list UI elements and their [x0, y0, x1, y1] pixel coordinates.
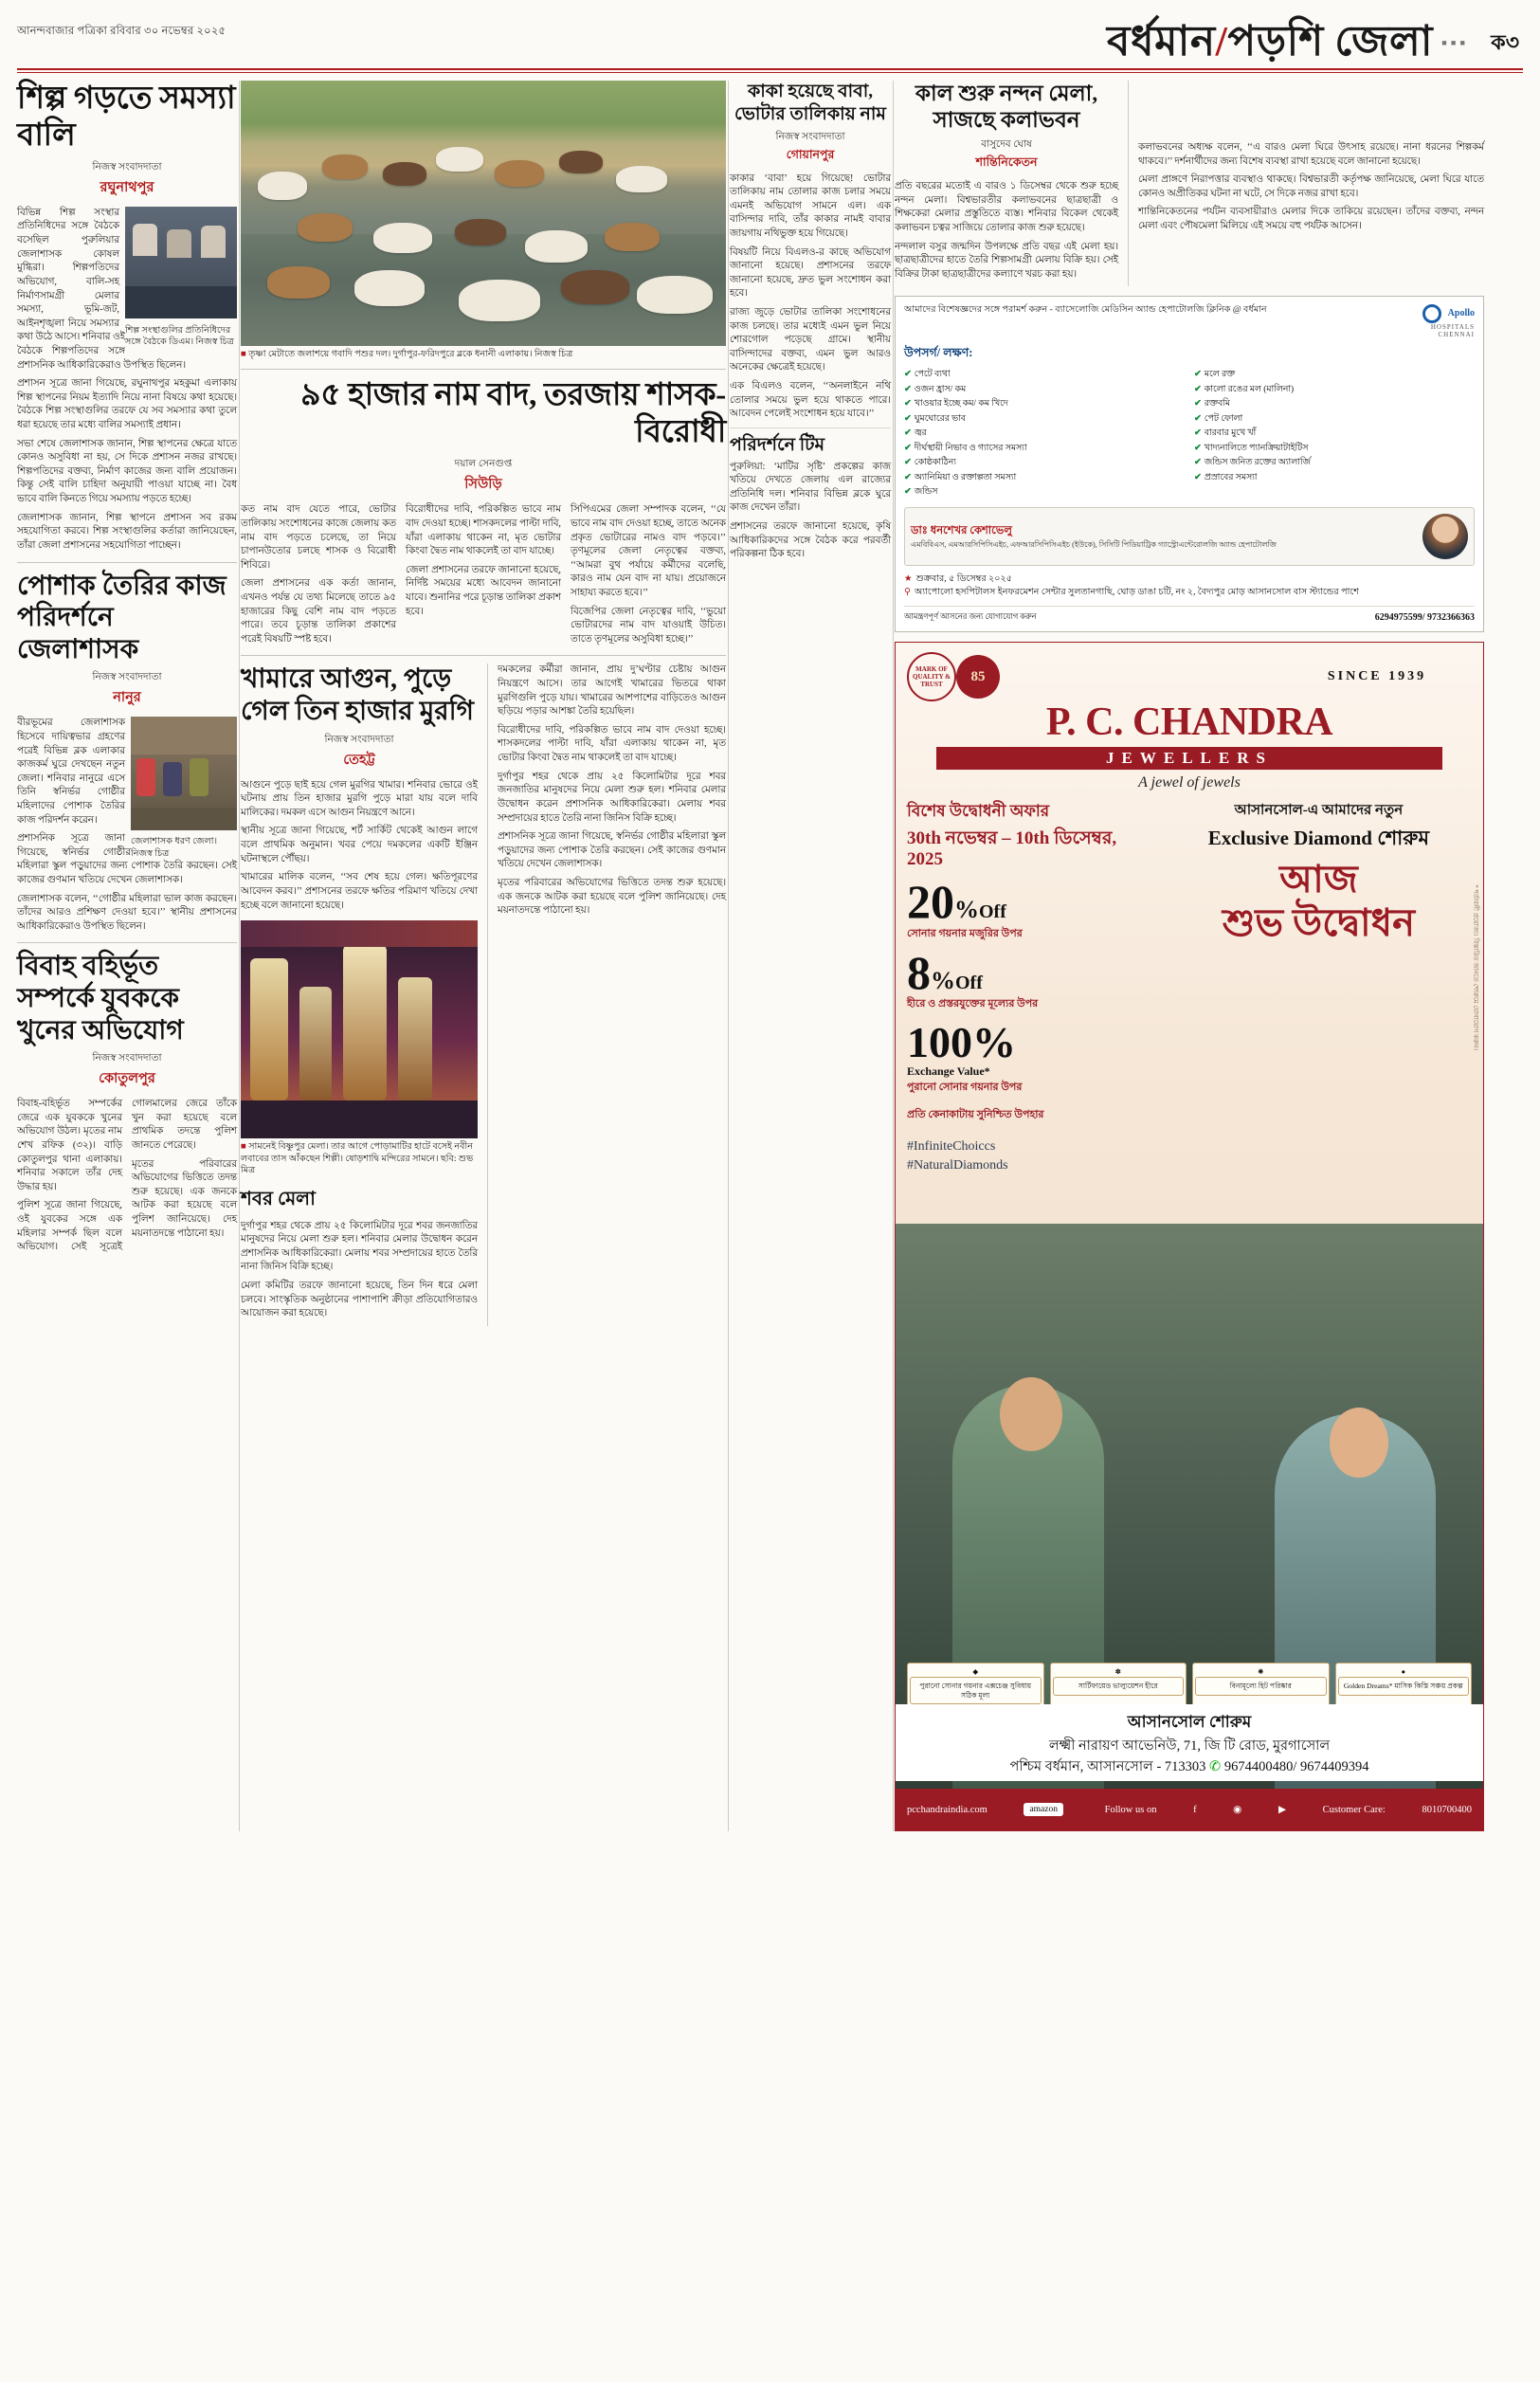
caption-meeting: শিল্প সংস্থাগুলির প্রতিনিধিদের সঙ্গে বৈঠকে ডিএম। নিজস্ব চিত্র: [125, 324, 234, 348]
column-divider: [893, 81, 894, 1831]
list-item: ✔ খাদ্যনালিতে প্যানক্রিয়াটাইটিস: [1194, 443, 1309, 453]
paragraph: খামারের মালিক বলেন, ‘‘সব শেষ হয়ে গেল। ক্ষতিপূরণের আবেদন করব।’’ প্রশাসনের তরফে ক্ষতির পরিমাণ খতিয়ে দেখা হচ্ছে বলে জানানো হয়েছে।: [241, 872, 478, 911]
column-divider: [728, 81, 729, 1831]
pcc-feature-strip: [896, 1663, 1483, 1710]
pcc-opening-2: শুভ উদ্বোধন: [1222, 901, 1415, 945]
apollo-footer: [904, 606, 1475, 624]
facebook-icon[interactable]: f: [1193, 1804, 1197, 1815]
column-divider: [239, 81, 240, 1831]
paragraph: বিভিন্ন শিল্প সংস্থার প্রতিনিধিদের সঙ্গে বৈঠকে বসেছিল পুরুলিয়ার জেলাশাসক কোষল মুগ্ধিরা। শিল্পপতিদের অভিযোগ, বালি-সহ নির্মাণসামগ্রী মেলার সমস্যা, ভূমি-জট, আইনশৃঙ্খলা নিয়ে সমস্যার কথা উঠে আসে। শনিবার ওই বৈঠকে শিল্পপতিদের সঙ্গে প্রশাসনিক আধিকারিকেরাও উপস্থিত ছিলেন।: [17, 207, 187, 371]
pcc-exchange-title: Exchange Value*: [907, 1064, 990, 1079]
apollo-brand: Apollo: [1447, 308, 1475, 319]
check-icon: ✔: [1194, 384, 1202, 394]
check-icon: ✔: [904, 399, 912, 409]
paragraph: জেলাশাসক জানান, শিল্প স্থাপনে প্রশাসন সব রকম সহযোগিতা করবে। শিল্প সংস্থাগুলির কর্তারা জানিয়েছেন, তাঁরা জেলা প্রশাসনের সহযোগিতা পাচ্ছেন।: [17, 512, 237, 551]
pcc-brand-jewellers: JEWELLERS: [936, 747, 1441, 770]
pcc-store-phone[interactable]: 9674400480/ 9674409394: [1223, 1758, 1369, 1774]
paragraph: বীরভূমের জেলাশাসক হিসেবে দায়িত্বভার গ্রহণের পরেই বিভিন্ন ব্লক এলাকার কাজকর্ম ঘুরে দেখছেন নতুন জেলা। শনিবার নানুরে এসে তিনি স্বনির্ভর গোষ্ঠীর মহিলাদের পোশাক তৈরির কাজ পরিদর্শন করেন।: [17, 718, 125, 826]
dateline-naam: সিউড়ি: [464, 477, 502, 493]
check-icon: ✔: [904, 370, 912, 380]
khamar-article: [241, 664, 478, 1325]
apollo-date: শুক্রবার, ৫ ডিসেম্বর ২০২৫: [915, 573, 1012, 584]
photo-market: [131, 717, 237, 830]
nandan-block: [895, 81, 1484, 286]
apollo-venue: অ্যাপোলো হসপিটালস ইনফরমেশন সেন্টার সুলতানগাছি, ঘোড় ডাঙা চটি, নং ২, বৈদ্যপুর মোড় আসানসোল বাস স্ট্যান্ডের পাশে: [915, 586, 1359, 597]
instagram-icon[interactable]: ◉: [1233, 1805, 1242, 1816]
list-item: ✔ ওজন হ্রাস/ কম: [904, 384, 967, 394]
feature-item: ◆ পুরানো সোনার গয়নার এক্সচেঞ্জ সুবিধায় সঠিক মূল্য: [907, 1663, 1044, 1710]
column-1: [17, 81, 237, 1831]
check-icon: ✔: [1194, 370, 1202, 380]
pcc-body: [896, 799, 1483, 1175]
paragraph: বিরোধীদের দাবি, পরিকল্পিত ভাবে নাম বাদ দেওয়া হচ্ছে। শাসকদলের পাল্টা দাবি, যাঁরা এলাকায় থাকেন না, মৃত ভোটার কিংবা দ্বৈত নাম থাকলেই তা বাদ যাচ্ছে।: [406, 504, 561, 557]
headline-silpo: শিল্প গড়তে সমস্যা বালি: [17, 82, 236, 153]
check-icon: ✔: [904, 428, 912, 439]
feature-item: ✽ সার্টিফায়েড ভাল্যুয়েশন হীরে: [1050, 1663, 1187, 1710]
headline-naam: ৯৫ হাজার নাম বাদ, তরজায় শাসক-বিরোধী: [300, 378, 726, 450]
youtube-icon[interactable]: ▶: [1277, 1805, 1287, 1816]
pcc-marketplace[interactable]: amazon: [1024, 1803, 1063, 1816]
doctor-qualifications: এমবিবিএস, এমআরসিপিসিএইচ, এফআরসিপিসিএইচ (ইউকে), সিসিটি পিডিয়াট্রিক গ্যাস্ট্রোএন্টেরোলজি অ্যান্ড হেপাটোলজি: [911, 539, 1277, 549]
quality-seal-icon: MARK OF QUALITY & TRUST: [907, 652, 956, 701]
pcc-offers: [896, 799, 1154, 1175]
body-naam: [241, 503, 726, 646]
body-khamar-continued: [498, 664, 726, 1325]
pc-chandra-advertisement[interactable]: [895, 642, 1484, 1831]
list-item: ✔ কালো রঙের মল (মালিনা): [1194, 384, 1295, 394]
check-icon: ✔: [904, 384, 912, 394]
pcc-discount-8-sub: হীরে ও প্রস্তরযুক্তের মূল্যের উপর: [907, 998, 1039, 1010]
list-item: ✔ কোষ্ঠকাঠিন্য: [904, 458, 956, 468]
paragraph: এক বিএলও বলেন, ‘‘অনলাইনে নথি তোলার সময়ে ভুল হয়ে থাকতে পারে। আবেদন পেলেই সংশোধন হয়ে যাবে।’’: [730, 381, 891, 420]
list-item: ✔ মলে রক্ত: [1194, 370, 1236, 380]
column-4: [730, 81, 891, 1831]
paragraph: দমকলের কর্মীরা জানান, প্রায় দু’ঘণ্টার চেষ্টায় আগুন নিয়ন্ত্রণে আসে। তার আগেই খামারের ভিতরে থাকা মুরগিগুলি পুড়ে যায়। খামারের আশপাশের বাড়িতেও আগুন ছড়িয়ে পড়ার আশঙ্কা তৈরি হয়েছিল।: [498, 664, 726, 718]
savings-icon: ●: [1401, 1666, 1406, 1676]
divider: [17, 562, 237, 563]
pcc-website[interactable]: pcchandraindia.com: [907, 1804, 987, 1815]
list-item: ✔ বারবার মুখে খাঁ: [1194, 428, 1257, 439]
pcc-store-address-2: পশ্চিম বর্ধমান, আসানসোল - 713303 ✆ 9674400480/ 9674409394: [1009, 1758, 1369, 1774]
list-item: ✔ দীর্ঘস্থায়ী নিভাব ও গ্যাসের সমস্যা: [904, 443, 1027, 453]
paragraph: বিরোধীদের দাবি, পরিকল্পিত ভাবে নাম বাদ দেওয়া হচ্ছে। শাসকদলের পাল্টা দাবি, যাঁরা এলাকায় থাকেন না, মৃত ভোটার কিংবা দ্বৈত নাম থাকলেই তা বাদ যাচ্ছে।: [498, 724, 726, 764]
dateline-bibaho: কোতুলপুর: [99, 1071, 155, 1087]
pcc-store-title: আসানসোল শোরুম: [1127, 1712, 1252, 1731]
pcc-discount-8: 8%Off: [907, 945, 983, 999]
headline-poshak: পোশাক তৈরির কাজ পরিদর্শনে জেলাশাসক: [17, 571, 226, 664]
pcc-store-address-1: লক্ষ্মী নারায়ণ আভেনিউ, 71, জি টি রোড, মুরগাসোল: [1048, 1737, 1331, 1754]
paragraph: প্রশাসনিক সূত্রে জানা গিয়েছে, স্বনির্ভর গোষ্ঠীর মহিলারা স্কুল পড়ুয়াদের জন্য পোশাক তৈরি করছেন। সেই কাজের গুণমান খতিয়ে দেখেন জেলাশাসক।: [17, 833, 237, 885]
apollo-doctor-card: [904, 507, 1475, 566]
body-nandan-continued: [1138, 81, 1484, 286]
byline-nandan: বাসুদেব ঘোষ: [981, 139, 1032, 151]
page-number: ক৩: [1491, 30, 1519, 54]
check-icon: ✔: [904, 413, 912, 424]
apollo-symptoms-title: উপসর্গ/ লক্ষণ:: [904, 346, 973, 360]
anniversary-badge: 85: [956, 655, 1000, 699]
paragraph: কলাভবনের অধ্যক্ষ বলেন, ‘‘এ বারও মেলা ঘিরে উৎসাহ রয়েছে। নানা ধরনের শিল্পকর্ম থাকবে।’’ দর্শনার্থীদের জন্য বিশেষ ব্যবস্থা রাখা হয়েছে বলে জানানো হয়েছে।: [1138, 142, 1484, 167]
divider: [241, 369, 726, 370]
headline-sabar: শবর মেলা: [241, 1188, 316, 1209]
paragraph: জেলাশাসক বলেন, ‘‘গোষ্ঠীর মহিলারা ভাল কাজ করছেন। তাঁদের আরও প্রশিক্ষণ দেওয়া হবে।’’ স্থানীয় প্রশাসনের আধিকারিকেরাও উপস্থিত ছিলেন।: [17, 893, 237, 932]
dateline-poshak: নানুর: [113, 690, 141, 706]
apollo-intro-text: আমাদের বিশেষজ্ঞদের সঙ্গে পরামর্শ করুন - ব্যাসেলোজি মেডিসিন অ্যান্ড হেপাটোলজি ক্লিনিক @ বর্ধমান: [904, 304, 1267, 316]
pcc-follow-label: Follow us on: [1104, 1804, 1157, 1815]
paragraph: মেলা প্রাঙ্গণে নিরাপত্তার ব্যবস্থাও থাকছে। বিশ্বভারতী কর্তৃপক্ষ জানিয়েছে, মেলা ঘিরে যাতে কোনও অপ্রীতিকর ঘটনা না ঘটে, সে দিকে নজর রাখা হবে।: [1138, 174, 1484, 199]
list-item: ✔ খাওয়ার ইচ্ছে কম/ কম খিদে: [904, 399, 1008, 409]
pcc-hashtags: [907, 1137, 1147, 1176]
body-khamar: [241, 779, 478, 913]
location-pin-icon: ⚲: [904, 586, 912, 597]
check-icon: ✔: [1194, 428, 1202, 439]
pcc-tagline: A jewel of jewels: [1138, 774, 1241, 791]
photo-cows: [241, 81, 726, 346]
check-icon: ✔: [904, 443, 912, 453]
pcc-brand-name: P. C. CHANDRA: [1045, 700, 1333, 745]
byline-bibaho: নিজস্ব সংবাদদাতা: [92, 1053, 162, 1064]
pcc-opening-1: আজ: [1279, 858, 1358, 901]
caption-text: সামনেই বিষ্ণুপুর মেলা। তার আগে পোড়ামাটির হাটে বসেই নবীন লবাবের তাস আঁকছেন শিল্পী। ষোড়শাদ্বি মন্দিরের সামনে। ছবি: শুভ মিত্র: [241, 1141, 474, 1176]
list-item: ✔ জন্ডিস: [904, 487, 938, 498]
pcc-care-label: Customer Care:: [1322, 1804, 1386, 1815]
paragraph: সিপিএমের জেলা সম্পাদক বলেন, ‘‘যে ভাবে নাম বাদ দেওয়া হচ্ছে, তাতে অনেক প্রকৃত ভোটারের নামও বাদ পড়বে।’’ তৃণমূলের জেলা নেতৃত্বের বক্তব্য, ‘‘আমরা বুথ পর্যায়ে কর্মীদের বলেছি, কারও নাম যেন বাদ না যায়। প্রয়োজনে সাহায্য করতে হবে।’’: [571, 504, 726, 598]
photo-fair: [241, 920, 478, 1138]
body-bibaho: [17, 1098, 237, 1255]
body-sabar: [241, 1220, 478, 1321]
paragraph: কত নাম বাদ যেতে পারে, ভোটার তালিকায় সংশোধনের কাজে জেলায় কত নাম বাদ পড়তে চলেছে, তা নিয়ে চাপানউতোর চলছে শাসক ও বিরোধী শিবিরে।: [241, 504, 396, 571]
pcc-care-number[interactable]: 8010700400: [1422, 1804, 1472, 1815]
body-kaka: [730, 173, 891, 422]
divider: [730, 427, 891, 428]
pcc-since: SINCE 1939: [1327, 669, 1427, 684]
paragraph: দুর্গাপুর শহর থেকে প্রায় ২৫ কিলোমিটার দূরে শবর জনজাতির মানুষদের নিয়ে মেলা শুরু হল। শনিবার মেলার উদ্বোধন করেন প্রশাসনিক আধিকারিকেরা। মেলায় শবর সম্প্রদায়ের হাতে তৈরি নানা জিনিস বিক্রি হচ্ছে।: [498, 771, 726, 824]
paragraph: বিজেপির জেলা নেতৃত্বের দাবি, ‘‘ভুয়ো ভোটারদের নাম বাদ যাওয়াই উচিত। তাতে তৃণমূলের অসুবিধা হচ্ছে।’’: [571, 606, 726, 645]
paragraph: নন্দলাল বসুর জন্মদিন উপলক্ষে প্রতি বছর এই মেলা হয়। ছাত্রছাত্রীদের হাতে তৈরি শিল্পসামগ্রী মেলায় বিক্রি হয়। সেই বিক্রির টাকা ছাত্রছাত্রীদের কল্যাণে খরচ করা হয়।: [895, 241, 1118, 280]
paragraph: বিবাহ-বহির্ভূত সম্পর্কের জেরে এক যুবককে খুনের অভিযোগ উঠল। মৃতের নাম শেখ রফিক (৩২)। বাড়ি কোতুলপুর থানা এলাকায়। শনিবার সকালে তাঁর দেহ উদ্ধার হয়।: [17, 1099, 122, 1192]
doctor-avatar: [1422, 514, 1468, 559]
masthead-separator: /: [1215, 18, 1228, 64]
page-title: [1107, 9, 1433, 79]
lower-left-block: [241, 664, 726, 1325]
paragraph: কাকার ‘বাবা’ হয়ে গিয়েছে! ভোটার তালিকায় নাম তোলার কাজ চলার সময়ে এমনই অভিযোগ সামনে এল। এক বাসিন্দার দাবি, তাঁর কাকার নামই বাবার জায়গায় নথিভুক্ত হয়ে গিয়েছে।: [730, 173, 891, 239]
divider: [17, 942, 237, 943]
paragraph: প্রশাসনের তরফে জানানো হয়েছে, কৃষি আধিকারিকদের সঙ্গে বৈঠক করে পরবর্তী পরিকল্পনা ঠিক হবে।: [730, 521, 891, 560]
paragraph: প্রশাসনিক সূত্রে জানা গিয়েছে, স্বনির্ভর গোষ্ঠীর মহিলারা স্কুল পড়ুয়াদের জন্য পোশাক তৈরি করছেন। সেই কাজের গুণমান খতিয়ে দেখেন জেলাশাসক।: [498, 831, 726, 870]
apollo-mark-icon: [1422, 304, 1441, 323]
caption-fair: [241, 1141, 478, 1176]
check-icon: ✔: [904, 458, 912, 468]
list-item: ✔ প্রস্রাবের সমস্যা: [1194, 472, 1258, 482]
check-icon: ✔: [1194, 399, 1202, 409]
headline-nandan: কাল শুরু নন্দন মেলা, সাজছে কলাভবন: [915, 82, 1098, 133]
column-divider: [487, 664, 488, 1325]
apollo-schedule: [904, 573, 1475, 600]
list-item: ✔ পেটে ব্যথা: [904, 370, 951, 380]
paragraph: প্রশাসন সূত্রে জানা গিয়েছে, রঘুনাথপুর মহকুমা এলাকায় শিল্প স্থাপনের নিয়ম ইত্যাদি নিয়ে নানা বিষয়ে কথা হয়েছে। বৈঠকে শিল্প সংস্থাগুলির তরফে যে সব সমস্যার কথা তুলে ধরা হয়েছে তার মধ্যে বালির সমস্যাই প্রধান।: [17, 378, 237, 431]
paragraph: প্রতি বছরের মতোই এ বারও ১ ডিসেম্বর থেকে শুরু হচ্ছে নন্দন মেলা। বিশ্বভারতীর কলাভবনের ছাত্রছাত্রী ও শিক্ষকেরা মেলার প্রস্তুতিতে ব্যস্ত। শনিবার বিকেল থেকেই কলাভবন চত্বর সাজিয়ে তোলার কাজ শুরু হয়েছে।: [895, 181, 1118, 233]
photo-meeting: [125, 207, 237, 318]
paragraph: মেলা কমিটির তরফে জানানো হয়েছে, তিন দিন ধরে মেলা চলবে। সাংস্কৃতিক অনুষ্ঠানের পাশাপাশি ক্রীড়া প্রতিযোগিতারও আয়োজন করা হয়েছে।: [241, 1280, 478, 1319]
caption-market: জেলাশাসক ধরণ জেলা। নিজস্ব চিত্র: [131, 836, 218, 859]
masthead-title-left: বর্ধমান: [1106, 18, 1216, 64]
paragraph: দুর্গাপুর শহর থেকে প্রায় ২৫ কিলোমিটার দূরে শবর জনজাতির মানুষদের নিয়ে মেলা শুরু হল। শনিবার মেলার উদ্বোধন করেন প্রশাসনিক আধিকারিকেরা। মেলায় শবর সম্প্রদায়ের হাতে তৈরি নানা জিনিস বিক্রি হচ্ছে।: [241, 1220, 478, 1273]
caption-text: তৃষ্ণা মেটাতে জলাশয়ে গবাদি পশুর দল। দুর্গাপুর-ফরিদপুরে ব্লকে ধনানী এলাকায়। নিজস্ব চিত্র: [248, 349, 573, 359]
pcc-new-store-line2: Exclusive Diamond শোরুম: [1207, 827, 1430, 850]
byline-naam: দয়াল সেনগুপ্ত: [454, 459, 513, 470]
body-nandan: [895, 180, 1118, 282]
pcc-top-row: [896, 643, 1483, 701]
pcc-store-details: [896, 1704, 1483, 1782]
list-item: ✔ পেট ফোলা: [1194, 413, 1243, 424]
body-parishad: [730, 461, 891, 562]
masthead: [17, 13, 1523, 66]
apollo-symptom-list: [904, 369, 1475, 499]
headline-bibaho: বিবাহ বহির্ভূত সম্পর্কে যুবককে খুনের অভিযোগ: [17, 952, 184, 1046]
paragraph: জেলা প্রশাসনের তরফে জানানো হয়েছে, নির্দিষ্ট সময়ের মধ্যে আবেদন জানানো যাবে। শুনানির পরে চূড়ান্ত তালিকা প্রকাশ হবে।: [406, 564, 561, 617]
pcc-discount-20: 20%Off: [907, 875, 1006, 929]
pcc-discount-20-sub: সোনার গয়নার মজুরির উপর: [907, 927, 1023, 939]
column-5-6: [895, 81, 1484, 1831]
column-2-3: [241, 81, 726, 1831]
check-icon: ✔: [904, 472, 912, 482]
pcc-exchange-sub: পুরানো সোনার গয়নার উপর: [907, 1082, 1023, 1094]
paragraph: স্থানীয় সূত্রে জানা গিয়েছে, শর্ট সার্কিট থেকেই আগুন লাগে বলে প্রাথমিক অনুমান। খবর পেয়ে দমকলের একটি ইঞ্জিন ঘটনাস্থলে পৌঁছয়।: [241, 826, 478, 864]
pcc-offer-title: বিশেষ উদ্বোধনী অফার: [907, 802, 1050, 821]
hashtag-1: #InfiniteChoiccs: [907, 1139, 996, 1155]
caption-cows: [241, 349, 726, 360]
paragraph: পুলিশ সূত্রে জানা গিয়েছে, ওই যুবকের সঙ্গে এক মহিলার সম্পর্ক ছিল বলে অভিযোগ। সেই সূত্রেই গোলমালের জেরে তাঁকে খুন করা হয়েছে বলে প্রাথমিক তদন্তে পুলিশ জানতে পেরেছে।: [17, 1099, 237, 1253]
apollo-brand-city: CHENNAI: [1438, 331, 1475, 339]
pcc-gift-line: প্রতি কেনাকাটায় সুনিশ্চিত উপহার: [907, 1109, 1044, 1121]
byline-kaka: নিজস্ব সংবাদদাতা: [775, 131, 845, 142]
feature-item: ✺ বিনামূল্যে হিট পরিষ্কার: [1192, 1663, 1330, 1710]
certificate-icon: ✽: [1114, 1666, 1121, 1676]
dateline-kaka: গোয়ানপুর: [786, 147, 835, 161]
pcc-launch-panel: [1154, 799, 1483, 1175]
masthead-edition-line: আনন্দবাজার পত্রিকা রবিবার ৩০ নভেম্বর ২০২৫: [17, 26, 226, 37]
byline-khamar: নিজস্ব সংবাদদাতা: [324, 734, 394, 745]
paragraph: মৃতের পরিবারের অভিযোগের ভিত্তিতে তদন্ত শুরু হয়েছে। এক জনকে আটক করা হয়েছে বলে পুলিশ জানিয়েছে। দেহ ময়নাতদন্তে পাঠানো হয়।: [132, 1158, 237, 1239]
byline-silpo: নিজস্ব সংবাদদাতা: [92, 161, 162, 173]
pcc-terms-note: * শর্তাবলী প্রযোজ্য। বিস্তারিত জানতে শোরুমে যোগাযোগ করুন।: [1472, 884, 1479, 1051]
check-icon: ✔: [904, 487, 912, 498]
list-item: ✔ রক্তবমি: [1194, 399, 1230, 409]
check-icon: ✔: [1194, 443, 1202, 453]
dateline-khamar: তেহট্ট: [343, 752, 375, 768]
apollo-phone[interactable]: 6294975599/ 9732366363: [1374, 611, 1475, 623]
list-item: ✔ ঘুমঘোরের ভাব: [904, 413, 966, 424]
paragraph: শান্তিনিকেতনের পর্যটন ব্যবসায়ীরাও মেলার দিকে তাকিয়ে রয়েছেন। তাঁদের বক্তব্য, নন্দন মেলা এবং পৌষমেলা মিলিয়ে এই সময়ে বহু পর্যটক আসেন।: [1138, 207, 1484, 232]
pcc-new-store-line1: আসানসোল-এ আমাদের নতুন: [1234, 803, 1404, 819]
headline-parishad: পরিদর্শনে টিম: [730, 434, 825, 455]
list-item: ✔ জ্বর: [904, 428, 927, 439]
cleaning-icon: ✺: [1258, 1666, 1264, 1676]
calendar-icon: ★: [904, 573, 913, 584]
masthead-title-right: পড়শি জেলা: [1227, 18, 1433, 64]
feature-item: ● Golden Dreams* মাসিক কিস্তি সঞ্চয় প্রকল্প: [1335, 1663, 1473, 1710]
divider: [241, 655, 726, 656]
apollo-footer-note: আমন্ত্রণপূর্ণ আসনের জন্য যোগাযোগ করুন: [904, 612, 1037, 622]
headline-khamar: খামারে আগুন, পুড়ে গেল তিন হাজার মুরগি: [241, 664, 475, 727]
paragraph: জেলা প্রশাসনের এক কর্তা জানান, এখনও পর্যন্ত যে তথ্য মিলেছে তাতে ৯৫ হাজারের কিছু বেশি নাম বাদ পড়তে পারে। তবে চূড়ান্ত তালিকা প্রকাশের পরেই বিষয়টি স্পষ্ট হবে।: [241, 578, 396, 645]
paragraph: পুরুলিয়া: ‘মাটির সৃষ্টি’ প্রকল্পের কাজ খতিয়ে দেখতে জেলায় এল রাজ্যের প্রতিনিধি দল। শনিবার বিভিন্ন ব্লকে ঘুরে কাজ দেখেন তাঁরা।: [730, 461, 891, 514]
pcc-offer-dates: 30th নভেম্বর – 10th ডিসেম্বর, 2025: [907, 828, 1117, 870]
column-divider: [1128, 81, 1129, 286]
paragraph: সভা শেষে জেলাশাসক জানান, শিল্প স্থাপনের ক্ষেত্রে যাতে কোনও অসুবিধা না হয়, সে দিকে প্রশাসন নজর রাখছে। শিল্পপতিদের বক্তব্য, নির্মাণ কাজের জন্য বালি প্রয়োজন। কিন্তু সেই বালি চাহিদা অনুযায়ী পাওয়া যাচ্ছে না। বৈধ ভাবে বালি কিনতে গিয়ে সমস্যায় পড়তে হচ্ছে।: [17, 438, 237, 505]
page-grid: [17, 81, 1523, 1831]
dateline-nandan: শান্তিনিকেতন: [975, 155, 1038, 170]
paragraph: আগুনে পুড়ে ছাই হয়ে গেল মুরগির খামার। শনিবার ভোরে ওই ঘটনায় প্রায় তিন হাজার মুরগি পুড়ে মারা যায় বলে দাবি মালিকের। দমকল এসে আগুন নিয়ন্ত্রণে আনে।: [241, 779, 478, 818]
phone-icon: ✆: [1209, 1758, 1222, 1774]
check-icon: ✔: [1194, 413, 1202, 424]
hashtag-2: #NaturalDiamonds: [907, 1158, 1008, 1173]
pcc-footer-bar: [896, 1789, 1483, 1830]
apollo-brand-sub: HOSPITALS: [1430, 323, 1475, 332]
byline-poshak: নিজস্ব সংবাদদাতা: [92, 672, 162, 683]
check-icon: ✔: [1194, 472, 1202, 482]
masthead-dots: ■ ■ ■: [1441, 38, 1466, 47]
nandan-article: [895, 81, 1118, 286]
check-icon: ✔: [1194, 458, 1202, 468]
pcc-exchange-value: 100%: [907, 1018, 1016, 1067]
doctor-name: ডাঃ ধনশেখর কেশাভেলু: [911, 524, 1012, 536]
apollo-logo: [1384, 304, 1475, 338]
headline-kaka: কাকা হয়েছে বাবা, ভোটার তালিকায় নাম: [734, 82, 886, 124]
paragraph: বিষয়টি নিয়ে বিএলও-র কাছে অভিযোগ জানানো হয়েছে। প্রশাসনের তরফে জানানো হয়েছে, দ্রুত ভুল সংশোধন করা হবে।: [730, 246, 891, 300]
paragraph: রাজ্য জুড়ে ভোটার তালিকা সংশোধনের কাজ চলছে। তার মধ্যেই এমন ভুল নিয়ে শোরগোল পড়েছে গ্রামে। স্থানীয় বাসিন্দাদের বক্তব্য, এমন ভুল আরও অনেকের ক্ষেত্রেই হয়েছে।: [730, 306, 891, 373]
apollo-advertisement[interactable]: [895, 296, 1484, 632]
list-item: ✔ জন্ডিস জনিত রক্তের অ্যালার্জি: [1194, 458, 1311, 468]
dateline-silpo: রঘুনাথপুর: [100, 179, 154, 195]
list-item: ✔ অ্যানিমিয়া ও রক্তাল্পতা সমস্যা: [904, 472, 1017, 482]
paragraph: মৃতের পরিবারের অভিযোগের ভিত্তিতে তদন্ত শুরু হয়েছে। এক জনকে আটক করা হয়েছে বলে পুলিশ জানিয়েছে। দেহ ময়নাতদন্তে পাঠানো হয়।: [498, 877, 726, 917]
gold-exchange-icon: ◆: [972, 1666, 979, 1676]
